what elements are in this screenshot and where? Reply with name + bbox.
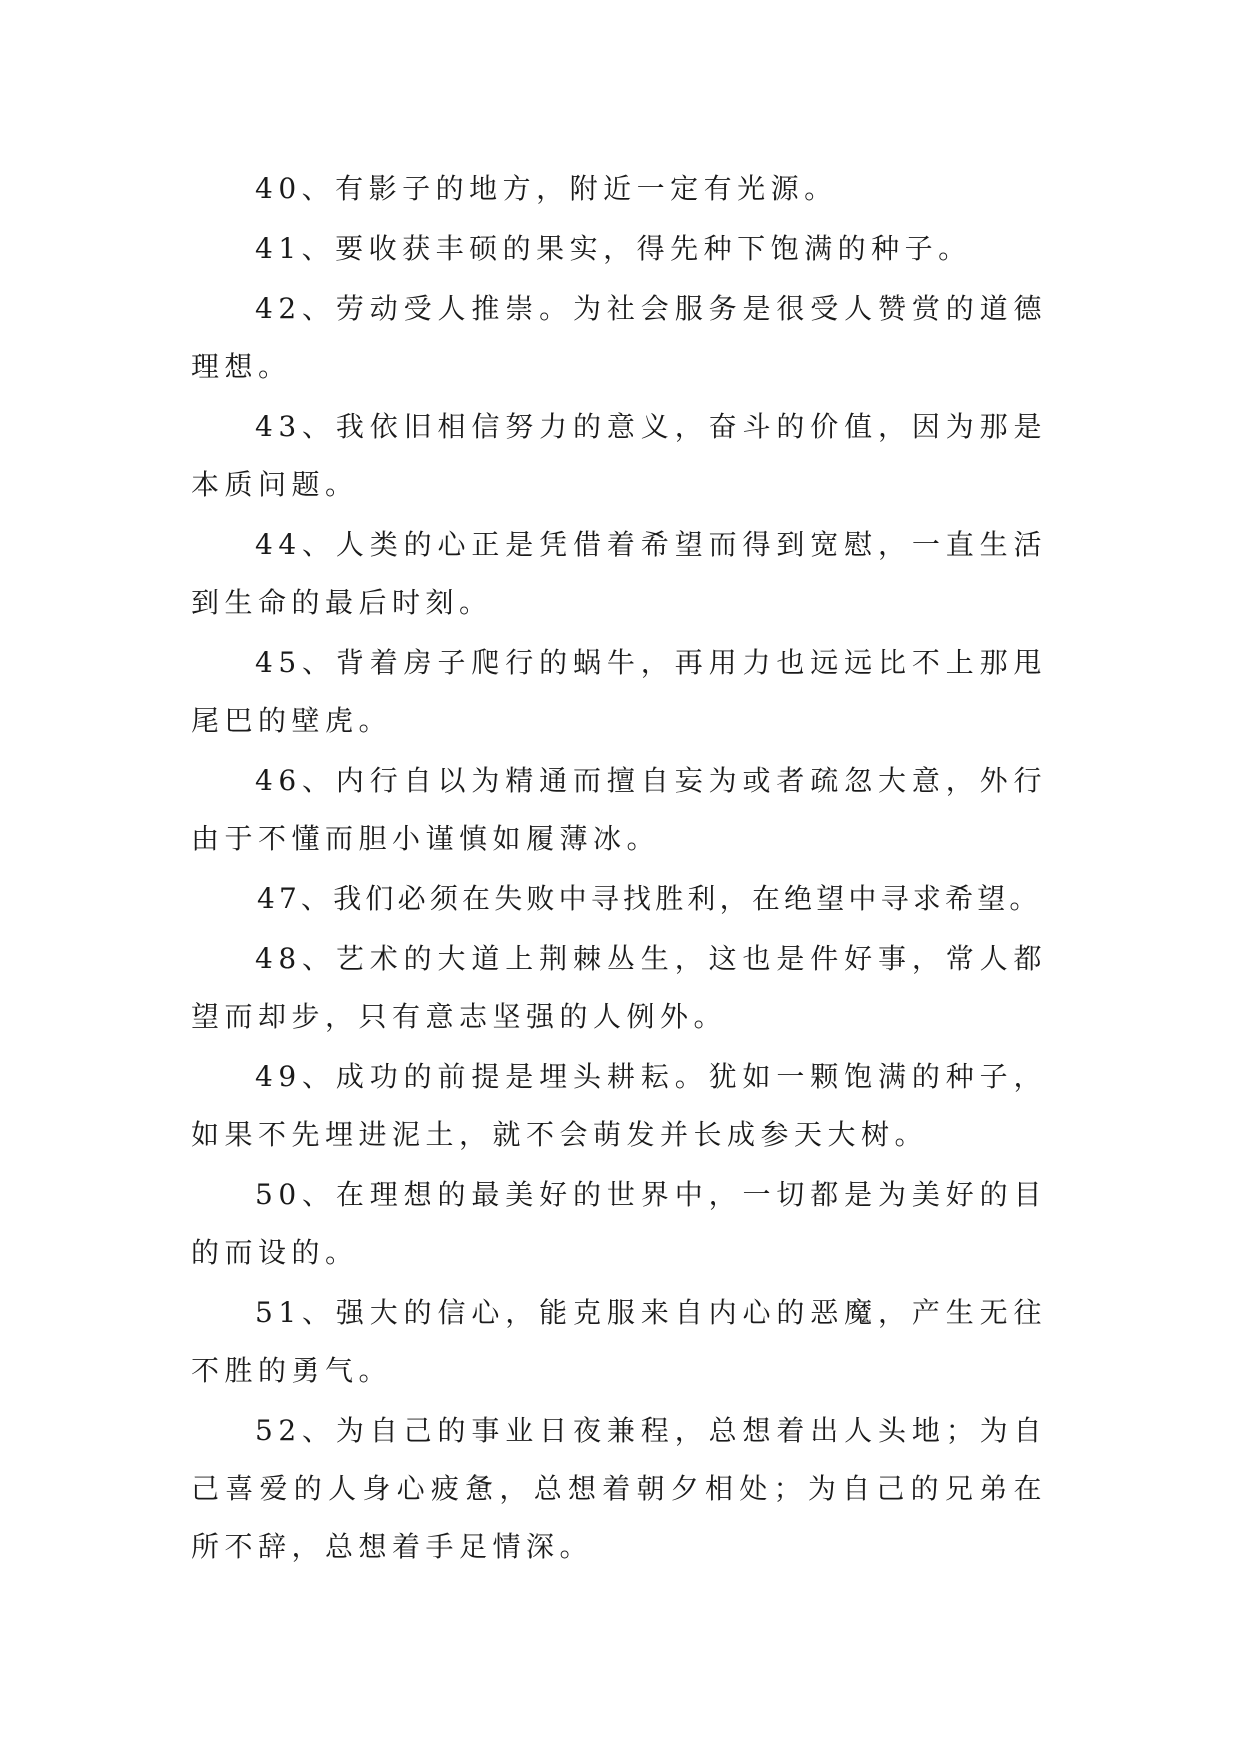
paragraph-45: 45、背着房子爬行的蜗牛，再用力也远远比不上那甩尾巴的壁虎。 — [191, 646, 1047, 737]
paragraph-46: 46、内行自以为精通而擅自妄为或者疏忽大意，外行由于不懂而胆小谨慎如履薄冰。 — [191, 764, 1047, 855]
document-body — [191, 160, 1047, 1578]
paragraph-41: 41、要收获丰硕的果实，得先种下饱满的种子。 — [255, 232, 972, 265]
paragraph-40: 40、有影子的地方，附近一定有光源。 — [255, 172, 838, 205]
paragraph-47: 47、我们必须在失败中寻找胜利，在绝望中寻求希望。 — [257, 882, 1042, 915]
paragraph-43: 43、我依旧相信努力的意义，奋斗的价值，因为那是本质问题。 — [191, 410, 1047, 501]
paragraph-44: 44、人类的心正是凭借着希望而得到宽慰，一直生活到生命的最后时刻。 — [191, 528, 1047, 619]
paragraph-50: 50、在理想的最美好的世界中，一切都是为美好的目的而设的。 — [191, 1178, 1047, 1269]
paragraph-42: 42、劳动受人推崇。为社会服务是很受人赞赏的道德理想。 — [191, 292, 1047, 383]
paragraph-48: 48、艺术的大道上荆棘丛生，这也是件好事，常人都望而却步，只有意志坚强的人例外。 — [191, 942, 1047, 1033]
paragraph-52: 52、为自己的事业日夜兼程，总想着出人头地；为自己喜爱的人身心疲惫，总想着朝夕相处；为自己的兄弟在所不辞，总想着手足情深。 — [191, 1414, 1047, 1563]
paragraph-51: 51、强大的信心，能克服来自内心的恶魔，产生无往不胜的勇气。 — [191, 1296, 1047, 1387]
paragraph-49: 49、成功的前提是埋头耕耘。犹如一颗饱满的种子，如果不先埋进泥土，就不会萌发并长成参天大树。 — [191, 1060, 1047, 1151]
